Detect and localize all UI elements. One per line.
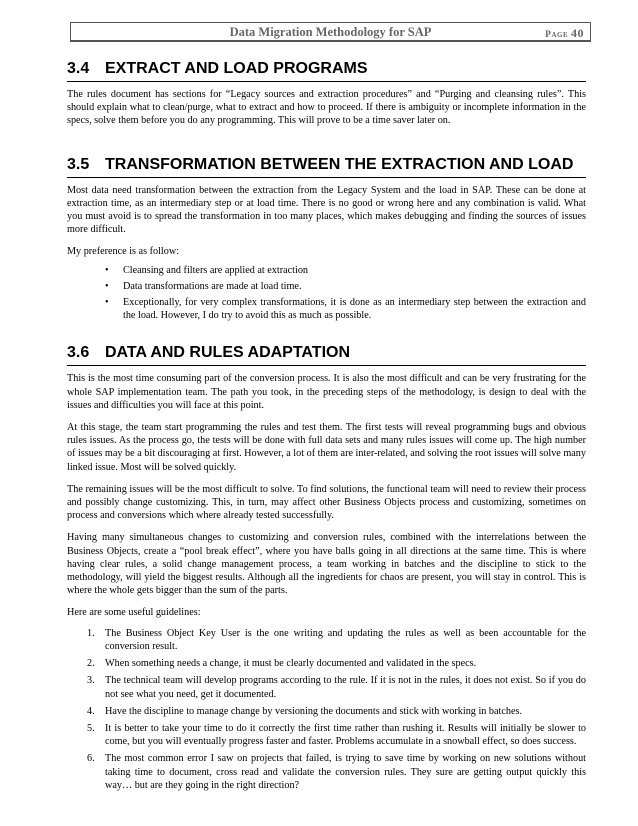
list-item	[87, 722, 586, 748]
paragraph: The rules document has sections for “Legacy sources and extraction procedures” and “Purging and cleansing rules”. This should explain what to clean/purge, what to extract and how to proceed. If there is ambiguity or incomplete information in the specs, solve them before you do any programming. This will prove to be a time saver later on.	[67, 89, 586, 127]
section-heading	[67, 156, 586, 178]
list-item	[87, 674, 586, 700]
list-item: • Data transformations are made at load time.	[105, 280, 586, 293]
document-title: Data Migration Methodology for SAP	[229, 25, 432, 39]
page-header	[70, 22, 591, 42]
page-number: 40	[571, 26, 584, 40]
preference-list	[67, 264, 586, 323]
document-body	[67, 60, 586, 796]
paragraph: My preference is as follow:	[67, 246, 180, 258]
page-indicator	[545, 26, 584, 41]
item-number: 3.	[87, 675, 95, 687]
item-text: It is better to take your time to do it correctly the first time rather than rushing it. Results will initially be slower to come, but you will eventually progress faster and faster. Problems accumulate in a snowball effect, so does success.	[105, 722, 586, 748]
item-text: When something needs a change, it must be clearly documented and validated in the specs.	[105, 658, 477, 670]
section-heading	[67, 344, 586, 366]
list-item: • Cleansing and filters are applied at extraction	[105, 264, 586, 277]
item-number: 5.	[87, 722, 95, 734]
list-item	[87, 705, 586, 718]
list-item	[87, 627, 586, 653]
paragraph: Having many simultaneous changes to customizing and conversion rules, combined with the interrelations between the Business Objects, create a “pool break effect”, where you have balls going in all directions at the same time. This is where having clear rules, a solid change management process, a team working in batches and the discipline to stick to the methodology, will yield the biggest results. Although all the ingredients for chaos are present, you will stay in control. This is where the whole gets bigger than the sum of the parts.	[67, 532, 586, 597]
section-3-4	[67, 60, 586, 128]
item-number: 4.	[87, 705, 95, 717]
paragraph: Here are some useful guidelines:	[67, 607, 201, 619]
item-text: The most common error I saw on projects that failed, is trying to save time by working on new solutions without taking time to document, cross read and validate the conversion rules. They sure are getting output quickly this way… but are they going in the right direction?	[105, 753, 586, 791]
paragraph: The remaining issues will be the most difficult to solve. To find solutions, the functional team will need to review their process and possibly change customizing. This, in turn, may affect other Business Objects process and customizing, sometimes on process and conversions which where already tested successfully.	[67, 483, 586, 522]
section-title: DATA AND RULES ADAPTATION	[105, 344, 351, 362]
section-heading	[67, 60, 586, 82]
section-number: 3.4	[67, 60, 90, 77]
paragraph: This is the most time consuming part of the conversion process. It is also the most difficult and can be very frustrating for the whole SAP implementation team. The path you took, in the preceding steps of the methodology, is design to deal with the issues and difficulties you will face at this point.	[67, 373, 586, 411]
paragraph: At this stage, the team start programming the rules and test them. The first tests will reveal programming bugs and obvious rules issues. As the process go, the tests will be done with full data sets and many rules issues will come up. The high number of issues may be a bit discouraging at first. However, a lot of them are inter-related, and solving the root issues will solve many linked issue. Most will be solved quickly.	[67, 422, 586, 473]
section-title: EXTRACT AND LOAD PROGRAMS	[105, 60, 368, 77]
list-item	[87, 752, 586, 792]
section-number: 3.5	[67, 155, 90, 173]
item-number: 2.	[87, 658, 95, 670]
list-item	[87, 657, 586, 670]
section-number: 3.6	[67, 344, 90, 362]
item-text: The Business Object Key User is the one writing and updating the rules as well as been accountable for the conversion result.	[105, 627, 586, 652]
section-3-5	[67, 156, 586, 323]
section-title: TRANSFORMATION BETWEEN THE EXTRACTION AND LOAD	[105, 155, 574, 173]
paragraph: Most data need transformation between the extraction from the Legacy System and the load in SAP. These can be done at extraction time, as an intermediary step or at load time. There is no good or wrong here and any combination is valid. What you must avoid is to spread the transformation in too many places, which makes debugging and finding the sources of issues more difficult.	[67, 184, 586, 236]
page-label: Page	[545, 30, 569, 40]
section-3-6	[67, 344, 586, 791]
item-text: Have the discipline to manage change by versioning the documents and stick with working in batches.	[105, 705, 523, 717]
guidelines-list	[67, 627, 586, 792]
list-item: • Exceptionally, for very complex transformations, it is done as an intermediary step between the extraction and the load. However, I do try to avoid this as much as possible.	[105, 296, 586, 322]
item-text: The technical team will develop programs according to the rule. If it is not in the rules, it does not exist. So if you do not see what you need, get it documented.	[105, 675, 586, 700]
item-number: 6.	[87, 753, 95, 765]
item-number: 1.	[87, 627, 95, 639]
